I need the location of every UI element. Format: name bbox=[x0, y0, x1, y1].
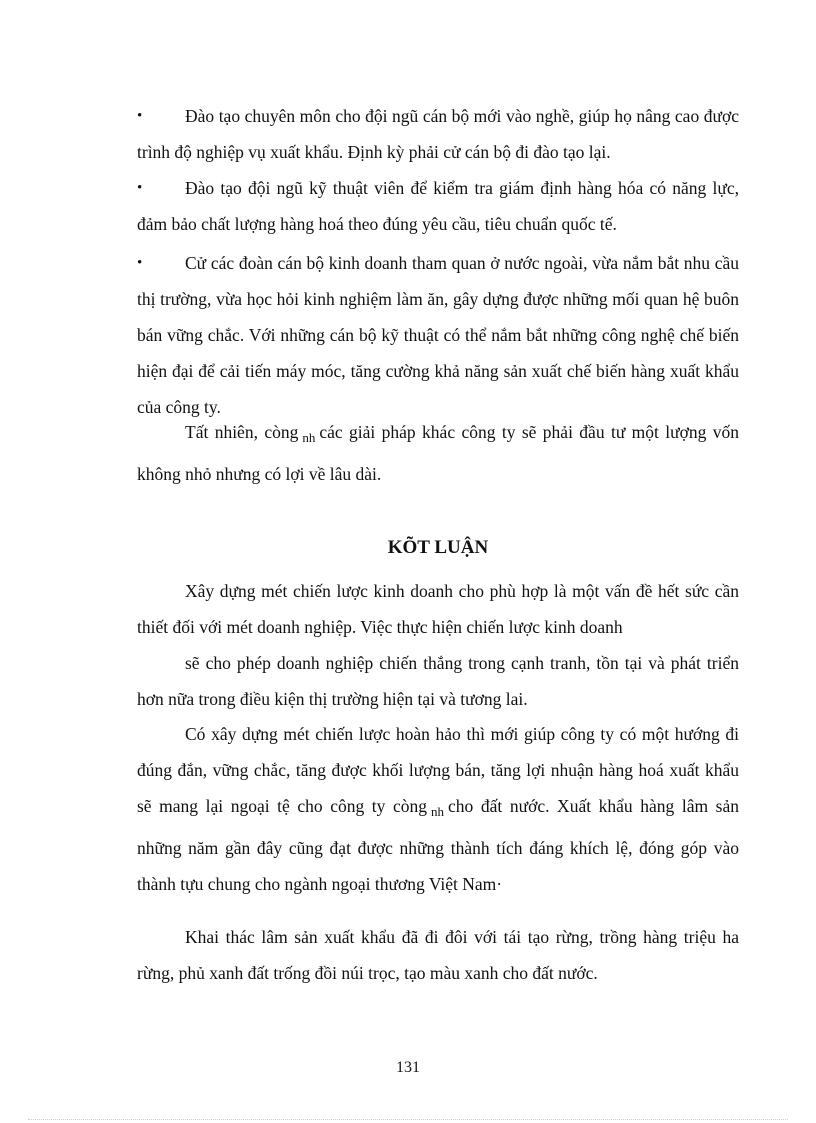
conclusion-p3-sub: nh bbox=[431, 804, 445, 819]
bullet-item-training bbox=[137, 98, 739, 170]
page-number: 131 bbox=[396, 1059, 420, 1076]
conclusion-paragraph-4: Khai thác lâm sản xuất khẩu đã đi đôi với tái tạo rừng, trồng hàng triệu ha rừng, phủ xanh đất trống đồi núi trọc, tạo màu xanh cho đất nước. bbox=[137, 927, 739, 983]
bullet-text: Cử các đoàn cán bộ kinh doanh tham quan ở nước ngoài, vừa nắm bắt nhu cầu thị trường, vừa học hỏi kinh nghiệm làm ăn, gây dựng được những mối quan hệ buôn bán vững chắc. Với những cán bộ kỹ thuật có thể nắm bắt những công nghệ chế biến hiện đại để cải tiến máy móc, tăng cường khả năng sản xuất chế biến hàng xuất khẩu của công ty. bbox=[137, 253, 739, 417]
bullet-icon: • bbox=[137, 180, 143, 196]
bullet-text: Đào tạo đội ngũ kỹ thuật viên để kiểm tra giám định hàng hóa có năng lực, đảm bảo chất lượng hàng hoá theo đúng yêu cầu, tiêu chuẩn quốc tế. bbox=[137, 178, 739, 234]
section-title: KÕT LUẬN bbox=[387, 537, 489, 558]
conclusion-paragraph-3 bbox=[137, 716, 739, 902]
closing-paragraph bbox=[137, 414, 739, 492]
closing-text-after: các giải pháp khác công ty sẽ phải đầu tư một lượng vốn không nhỏ nhưng có lợi về lâu dài. bbox=[137, 422, 740, 484]
conclusion-p3-after: cho đất nước. Xuất khẩu hàng lâm sản những năm gần đây cũng đạt được những thành tích đáng khích lệ, đóng góp vào thành tựu chung cho ngành ngoại thương Việt Nam· bbox=[137, 796, 739, 894]
bullet-item-technicians bbox=[137, 170, 739, 242]
conclusion-paragraph-1: Xây dựng mét chiến lược kinh doanh cho phù hợp là một vấn đề hết sức cần thiết đối với mét doanh nghiệp. Việc thực hiện chiến lược kinh doanh bbox=[137, 581, 739, 637]
closing-text-sub: nh bbox=[302, 430, 316, 445]
page-bottom-border bbox=[28, 1119, 788, 1120]
conclusion-p3-before: Có xây dựng mét chiến lược hoàn hảo thì mới giúp công ty có một hướng đi đúng đắn, vững chắc, tăng được khối lượng bán, tăng lợi nhuận hàng hoá xuất khẩu sẽ mang lại ngoại tệ cho công ty còng bbox=[137, 724, 739, 816]
bullet-icon: • bbox=[137, 108, 143, 124]
bullet-text: Đào tạo chuyên môn cho đội ngũ cán bộ mới vào nghề, giúp họ nâng cao được trình độ nghiệp vụ xuất khẩu. Định kỳ phải cử cán bộ đi đào tạo lại. bbox=[137, 106, 739, 162]
conclusion-paragraph-2: sẽ cho phép doanh nghiệp chiến thắng trong cạnh tranh, tồn tại và phát triển hơn nữa trong điều kiện thị trường hiện tại và tương lai. bbox=[137, 653, 739, 709]
bullet-item-delegations bbox=[137, 245, 739, 425]
bullet-icon: • bbox=[137, 255, 143, 271]
closing-text-before: Tất nhiên, còng bbox=[185, 422, 299, 442]
